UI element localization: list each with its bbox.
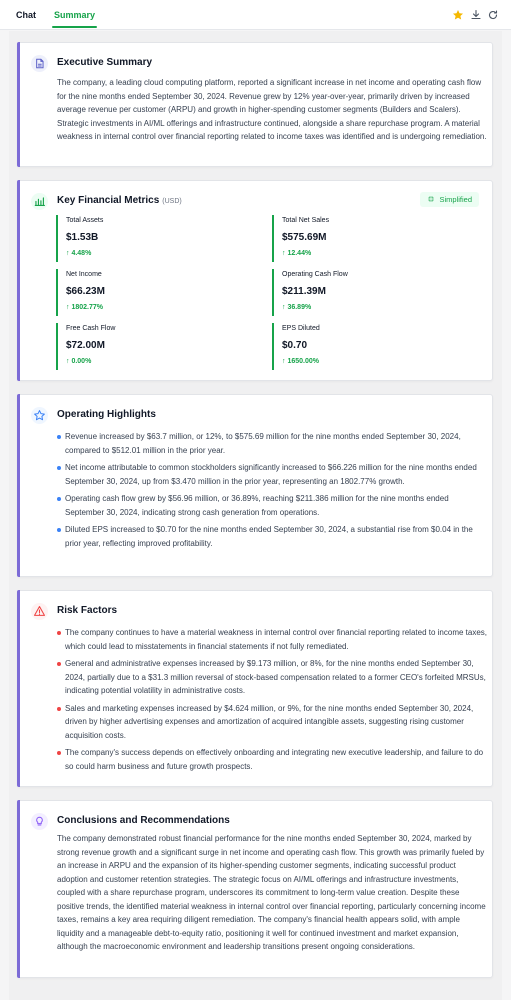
list-item: General and administrative expenses increased by $9.173 million, or 8%, for the nine months ended September 30, 2024, partially due to a $31.3 million reversal of stock-based compensation related to a former CEO's forfeited MRSUs, indicating potential volatility in administrative costs. [57,657,489,698]
key-metrics-card [17,180,493,381]
star-icon[interactable] [452,9,464,21]
star-outline-icon [31,407,48,424]
metric-change: ↑ 4.48% [66,250,92,257]
list-item: Revenue increased by $63.7 million, or 12%, to $575.69 million for the nine months ended September 30, 2024, compared to $512.01 million in the prior year. [57,430,489,457]
metric-label: Net Income [66,271,102,278]
metric-change: ↑ 0.00% [66,358,92,365]
metric-label: Total Assets [66,217,104,224]
list-item: Operating cash flow grew by $56.96 million, or 36.89%, reaching $211.386 million for the nine months ended September 30, 2024, indicating strong cash generation from operations. [57,492,489,519]
list-item: Sales and marketing expenses increased by $4.624 million, or 9%, for the nine months ended September 30, 2024, driven by higher advertising expenses and amortization of acquired intangible assets, suggesting rising customer acquisition costs. [57,702,489,743]
executive-summary-card [17,42,493,167]
metric-eps-diluted [272,323,472,370]
metric-total-assets [56,215,256,262]
top-bar [0,0,511,30]
card-title: Conclusions and Recommendations [57,815,230,826]
card-title [57,195,182,206]
card-title-text: Key Financial Metrics [57,195,160,206]
conclusions-text: The company demonstrated robust financial performance for the nine months ended September 30, 2024, marked by strong revenue growth and a significant surge in net income and operating cash flow. This growth was primarily fueled by an increase in ARPU and the expansion of its higher-spending customer segments, indicating successful product adoption and customer retention strategies. The strategic focus on AI/ML offerings and infrastructure investments, coupled with a share repurchase program, underscores its commitment to long-term value creation. Despite these positive trends, the identified material weakness in internal control over financial reporting, particularly concerning income taxes, remains a key area requiring diligent remediation. The company's financial health appears solid, with ample liquidity and a manageable debt-to-equity ratio, positioning it well for continued investment and market expansion, although the macroeconomic environment and leadership transitions present ongoing considerations. [57,834,486,951]
warning-icon [31,603,48,620]
refresh-icon[interactable] [487,9,499,21]
card-title: Executive Summary [57,57,153,68]
simplified-badge[interactable] [420,192,479,207]
bar-chart-icon [31,193,48,210]
metric-value: $575.69M [282,232,327,243]
highlights-list [57,430,489,554]
card-title: Operating Highlights [57,409,156,420]
tab-summary[interactable]: Summary [54,0,95,30]
metric-label: Free Cash Flow [66,325,116,332]
list-item: Net income attributable to common stockholders significantly increased to $66.226 million for the nine months ended September 30, 2024, up from $3.470 million in the prior year, representing an 1802.77% growth. [57,461,489,488]
list-item: The company's success depends on effectively onboarding and integrating new executive leadership, and failure to do so could harm business and future growth prospects. [57,746,489,773]
metric-operating-cash-flow [272,269,472,316]
badge-label: Simplified [439,195,472,204]
metric-total-net-sales [272,215,472,262]
tab-chat[interactable]: Chat [16,10,36,20]
metric-change: ↑ 1802.77% [66,304,103,311]
lightbulb-icon [31,813,48,830]
metric-change: ↑ 12.44% [282,250,312,257]
metric-change: ↑ 1650.00% [282,358,319,365]
metric-label: Total Net Sales [282,217,330,224]
metric-value: $0.70 [282,340,308,351]
card-title: Risk Factors [57,605,118,616]
metric-label: Operating Cash Flow [282,271,348,278]
metric-label: EPS Diluted [282,325,320,332]
document-icon [31,55,48,72]
metric-value: $211.39M [282,286,326,297]
download-icon[interactable] [470,9,482,21]
metric-net-income [56,269,256,316]
risk-factors-card [17,590,493,787]
conclusions-card [17,800,493,978]
risk-list [57,626,489,777]
currency-unit: (USD) [162,198,182,205]
list-item: Diluted EPS increased to $0.70 for the nine months ended September 30, 2024, a substantial rise from $0.04 in the prior year, reflecting improved profitability. [57,523,489,550]
executive-summary-text: The company, a leading cloud computing platform, reported a significant increase in net income and operating cash flow for the nine months ended September 30, 2024. Revenue grew by 12% year-over-year, primarily driven by increased average revenue per customer (ARPU) and growth in higher-spending customer segments (Builders and Scalers). Strategic investments in AI/ML offerings and infrastructure continued, alongside a share repurchase program. A material weakness in internal control over financial reporting related to income taxes was identified and is undergoing remediation. [57,78,487,141]
operating-highlights-card [17,394,493,577]
metric-change: ↑ 36.89% [282,304,312,311]
metric-value: $72.00M [66,340,105,351]
metric-value: $66.23M [66,286,105,297]
collapse-icon [427,195,435,203]
metric-value: $1.53B [66,232,99,243]
list-item: The company continues to have a material weakness in internal control over financial reporting related to income taxes, which could lead to misstatements in financial statements if not fully remediated. [57,626,489,653]
metric-free-cash-flow [56,323,256,370]
